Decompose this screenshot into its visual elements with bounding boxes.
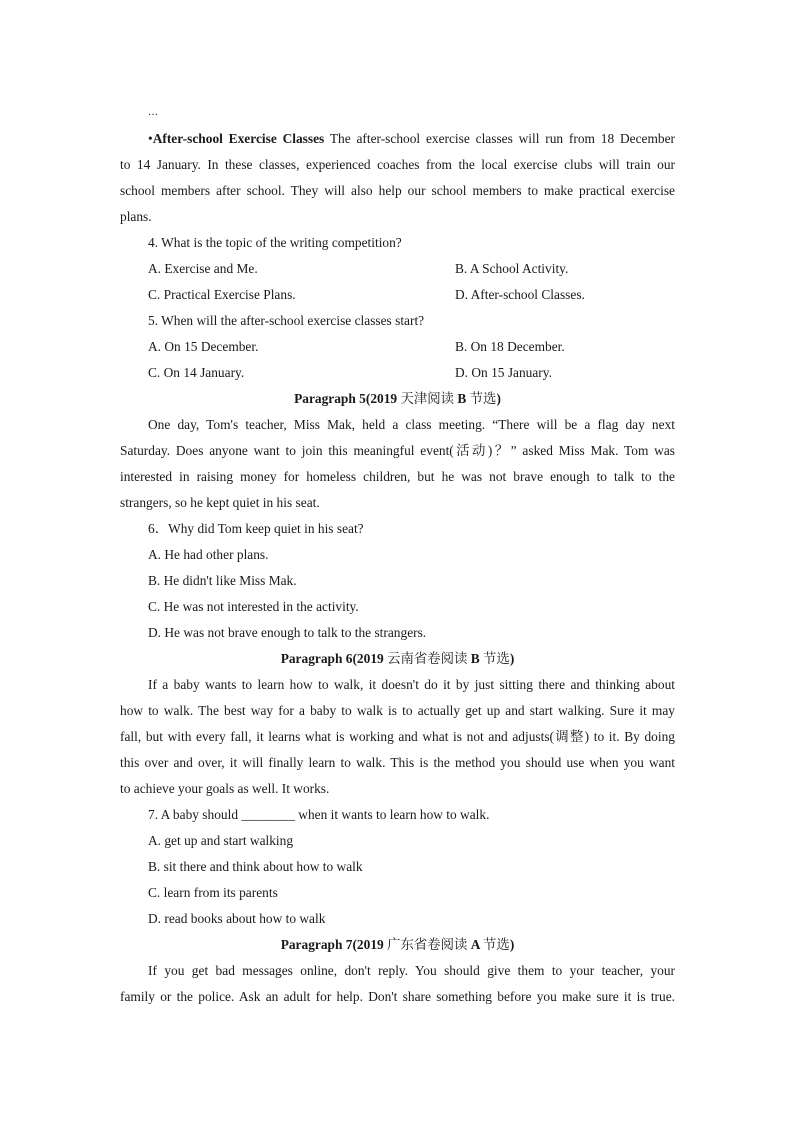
q5-option-d: D. On 15 January. — [455, 365, 552, 380]
para6-line-5: to achieve your goals as well. It works. — [120, 781, 330, 796]
p4-tail-line-1 — [120, 126, 675, 152]
q4-option-c: C. Practical Exercise Plans. — [148, 287, 296, 302]
p4-tail-line-3: school members after school. They will also help our school members to make practical exercise — [120, 183, 675, 198]
para5-heading: Paragraph 5(2019 天津阅读 B 节选) — [294, 391, 501, 406]
para5-line-3: interested in raising money for homeless children, but he was not brave enough to talk to the — [120, 469, 675, 484]
q6-option-a: A. He had other plans. — [148, 547, 269, 562]
para5-line-4: strangers, so he kept quiet in his seat. — [120, 495, 320, 510]
q7-option-a: A. get up and start walking — [148, 833, 294, 848]
q6-stem: 6．Why did Tom keep quiet in his seat? — [148, 521, 364, 536]
document-page — [120, 100, 675, 1010]
q4-option-a: A. Exercise and Me. — [148, 261, 258, 276]
bullet: • — [148, 131, 153, 146]
q6-option-c: C. He was not interested in the activity. — [148, 599, 359, 614]
q4-option-d: D. After-school Classes. — [455, 287, 585, 302]
q7-stem: 7. A baby should ________ when it wants to learn how to walk. — [148, 807, 490, 822]
q4-options-row-2 — [120, 282, 675, 308]
q6-option-d: D. He was not brave enough to talk to the strangers. — [148, 625, 427, 640]
section-label: After-school Exercise Classes — [152, 131, 325, 146]
para7-line-1: If you get bad messages online, don't reply. You should give them to your teacher, your — [148, 963, 675, 978]
q7-option-c: C. learn from its parents — [148, 885, 278, 900]
q4-stem: 4. What is the topic of the writing competition? — [148, 235, 402, 250]
para6-line-2: how to walk. The best way for a baby to walk is to actually get up and start walking. Sure it may — [120, 703, 675, 718]
q5-stem: 5. When will the after-school exercise classes start? — [148, 313, 425, 328]
para5-line-2: Saturday. Does anyone want to join this meaningful event(活动)？” asked Miss Mak. Tom was — [120, 443, 675, 458]
p4-tail-line-2: to 14 January. In these classes, experienced coaches from the local exercise clubs will train our — [120, 157, 675, 172]
q6-option-b: B. He didn't like Miss Mak. — [148, 573, 297, 588]
q7-option-d: D. read books about how to walk — [148, 911, 326, 926]
q5-option-b: B. On 18 December. — [455, 339, 565, 354]
q5-option-c: C. On 14 January. — [148, 365, 245, 380]
q4-options-row-1 — [120, 256, 675, 282]
q5-option-a: A. On 15 December. — [148, 339, 259, 354]
q4-option-b: B. A School Activity. — [455, 261, 569, 276]
q5-options-row-1 — [120, 334, 675, 360]
p4-tail-text-1: The after-school exercise classes will run from 18 December — [324, 131, 675, 146]
para6-line-1: If a baby wants to learn how to walk, it doesn't do it by just sitting there and thinking about — [148, 677, 675, 692]
q5-options-row-2 — [120, 360, 675, 386]
q7-option-b: B. sit there and think about how to walk — [148, 859, 363, 874]
ellipsis: … — [148, 107, 159, 118]
para6-heading: Paragraph 6(2019 云南省卷阅读 B 节选) — [280, 651, 515, 666]
para5-line-1: One day, Tom's teacher, Miss Mak, held a class meeting. “There will be a flag day next — [148, 417, 675, 432]
para7-heading: Paragraph 7(2019 广东省卷阅读 A 节选) — [280, 937, 515, 952]
para6-line-4: this over and over, it will finally learn to walk. This is the method you should use when you want — [120, 755, 675, 770]
para6-line-3: fall, but with every fall, it learns what is working and what is not and adjusts(调整) to it. By doing — [120, 729, 675, 744]
p4-tail-line-4: plans. — [120, 209, 152, 224]
para7-line-2: family or the police. Ask an adult for help. Don't share something before you make sure it is true. — [120, 989, 675, 1004]
